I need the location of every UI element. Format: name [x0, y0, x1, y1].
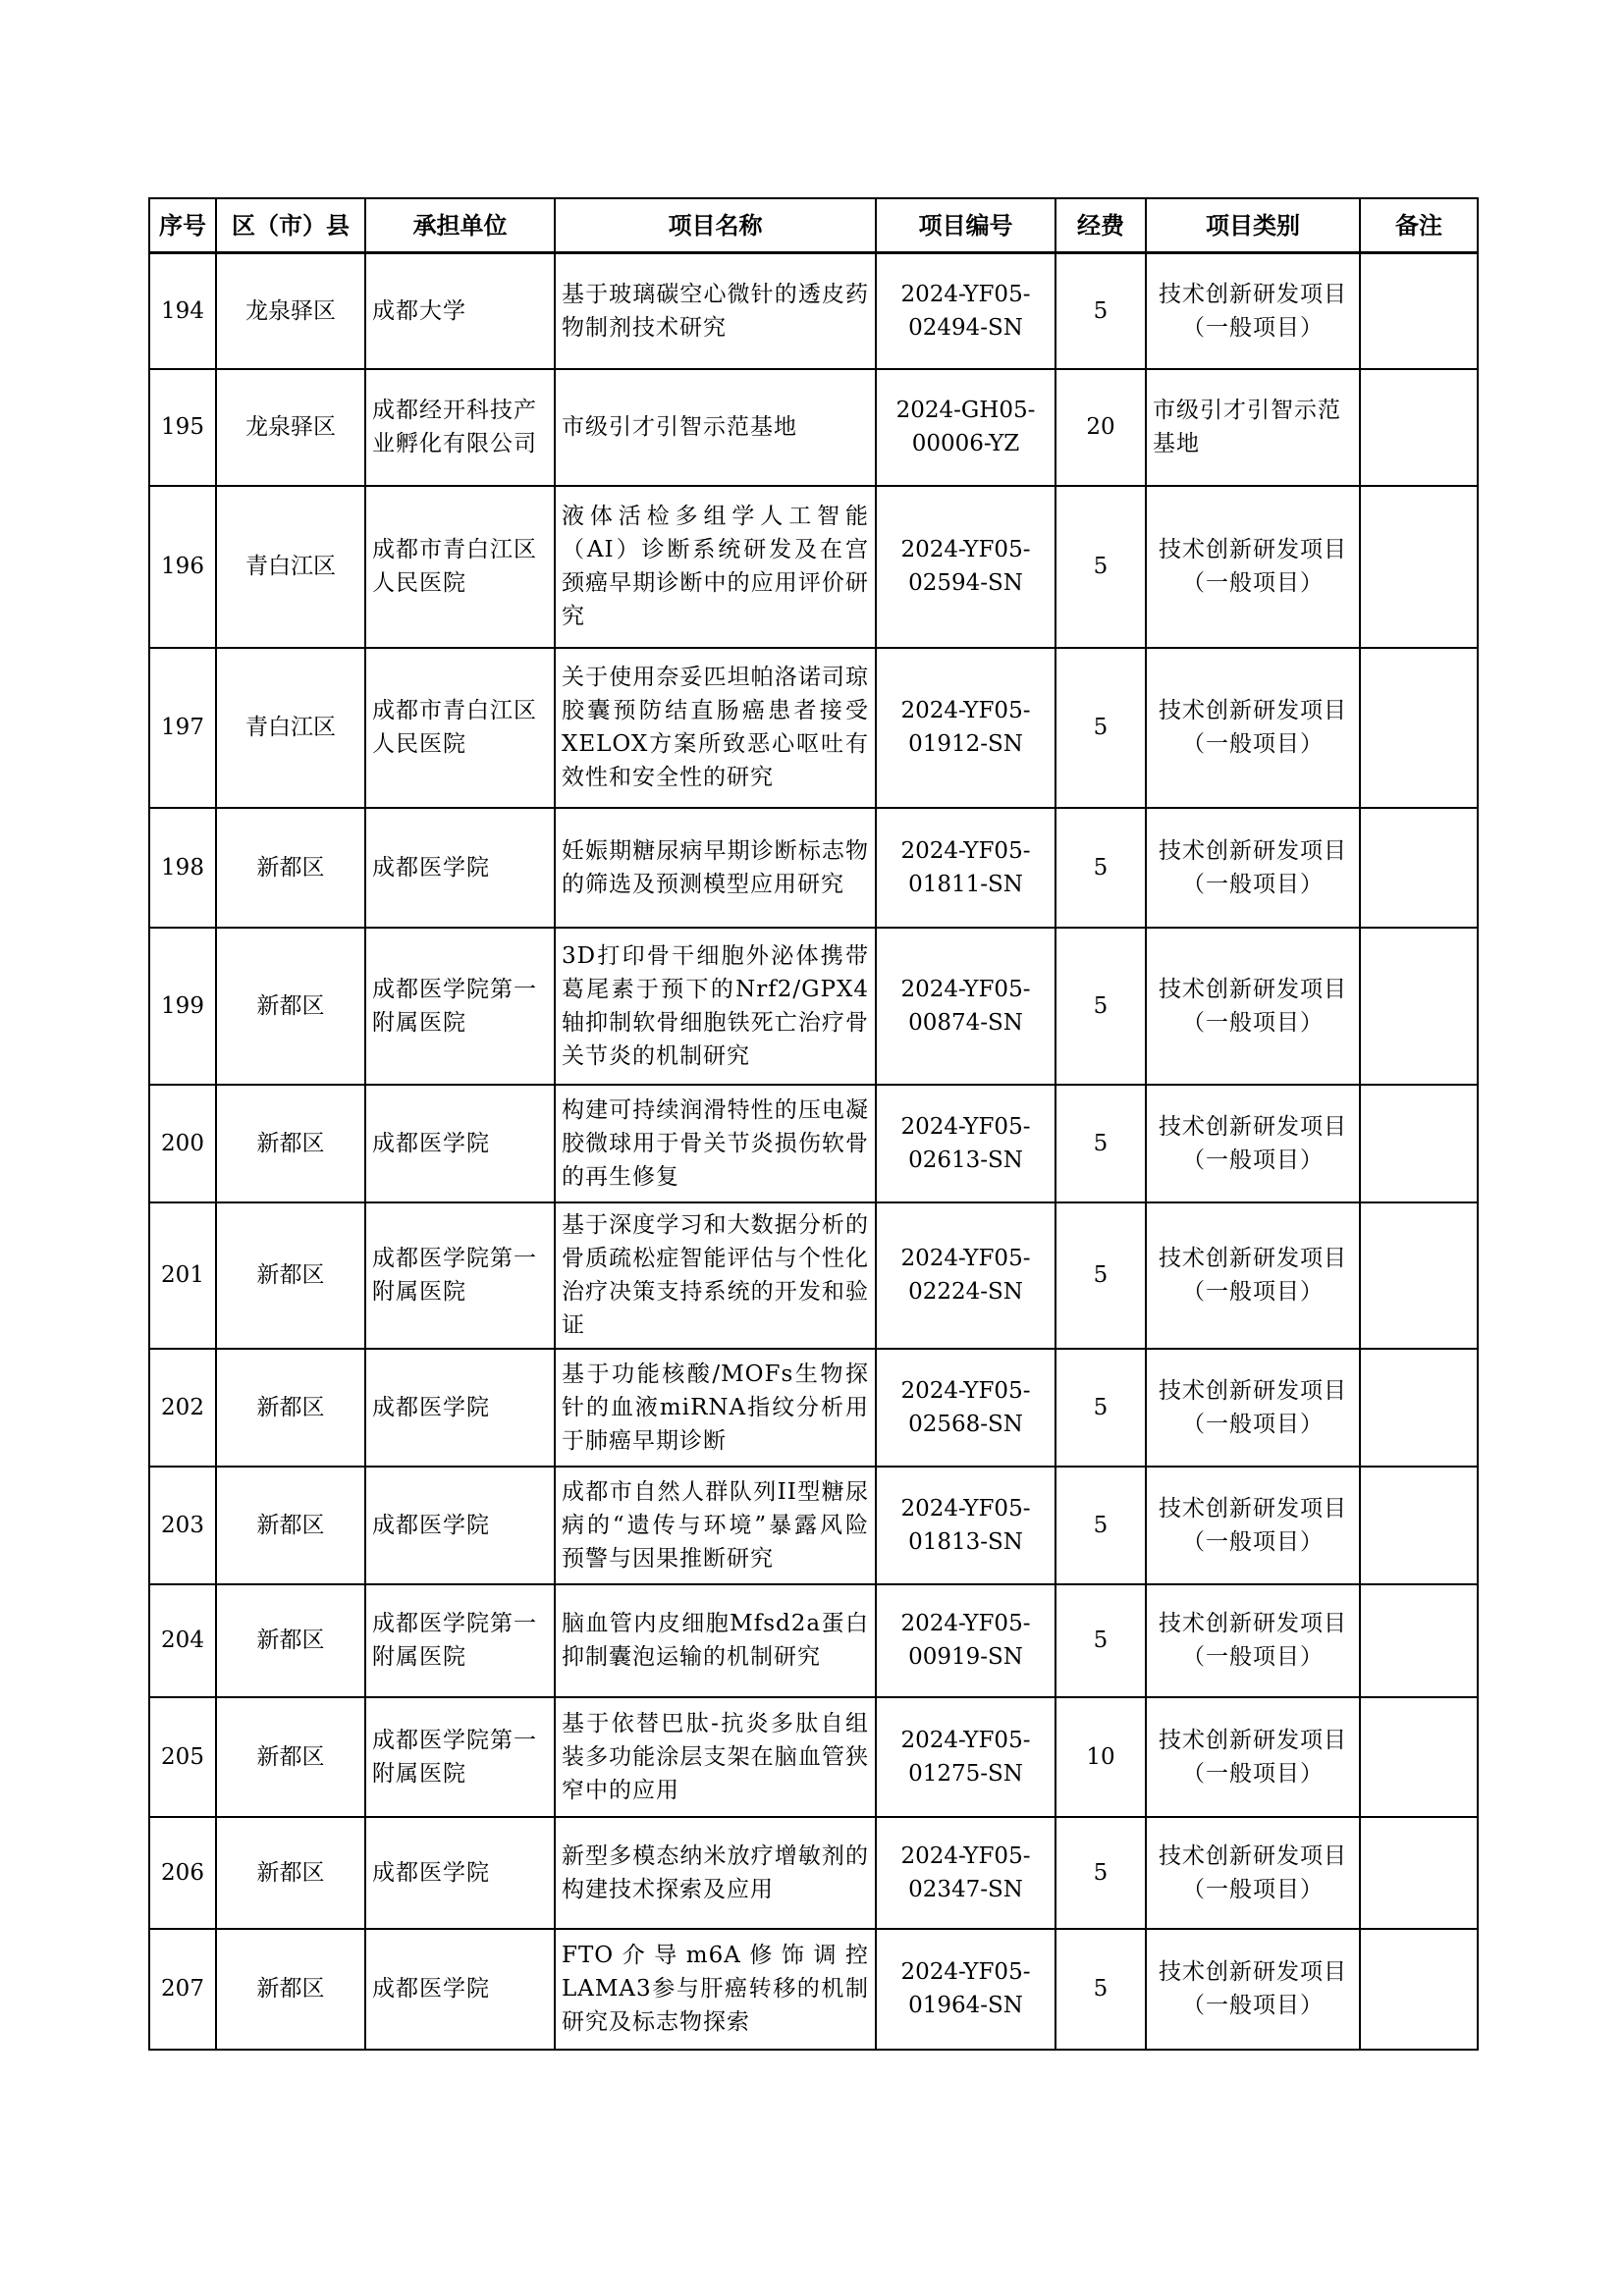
cell-category: 技术创新研发项目（一般项目） — [1146, 253, 1360, 369]
cell-code: 2024-YF05-02594-SN — [876, 486, 1056, 648]
cell-unit: 成都医学院第一附属医院 — [365, 1697, 555, 1817]
cell-fund: 10 — [1056, 1697, 1146, 1817]
cell-fund: 5 — [1056, 808, 1146, 928]
cell-no: 199 — [149, 928, 216, 1085]
table-row — [149, 1584, 1478, 1697]
cell-category: 技术创新研发项目（一般项目） — [1146, 1929, 1360, 2050]
cell-code: 2024-YF05-00874-SN — [876, 928, 1056, 1085]
cell-fund: 5 — [1056, 928, 1146, 1085]
cell-note — [1360, 928, 1478, 1085]
cell-unit: 成都市青白江区人民医院 — [365, 486, 555, 648]
cell-fund: 5 — [1056, 1349, 1146, 1467]
cell-category: 技术创新研发项目（一般项目） — [1146, 1085, 1360, 1202]
cell-district: 新都区 — [216, 1697, 365, 1817]
col-header-name: 项目名称 — [555, 198, 876, 253]
cell-category: 技术创新研发项目（一般项目） — [1146, 1202, 1360, 1349]
cell-name: FTO介导m6A修饰调控LAMA3参与肝癌转移的机制研究及标志物探索 — [555, 1929, 876, 2050]
col-header-unit: 承担单位 — [365, 198, 555, 253]
cell-name: 脑血管内皮细胞Mfsd2a蛋白抑制囊泡运输的机制研究 — [555, 1584, 876, 1697]
cell-name: 基于功能核酸/MOFs生物探针的血液miRNA指纹分析用于肺癌早期诊断 — [555, 1349, 876, 1467]
cell-no: 196 — [149, 486, 216, 648]
cell-unit: 成都大学 — [365, 253, 555, 369]
cell-name: 市级引才引智示范基地 — [555, 369, 876, 486]
cell-note — [1360, 1349, 1478, 1467]
cell-name: 妊娠期糖尿病早期诊断标志物的筛选及预测模型应用研究 — [555, 808, 876, 928]
cell-name: 基于依替巴肽-抗炎多肽自组装多功能涂层支架在脑血管狭窄中的应用 — [555, 1697, 876, 1817]
cell-fund: 5 — [1056, 486, 1146, 648]
cell-category: 技术创新研发项目（一般项目） — [1146, 1349, 1360, 1467]
cell-fund: 20 — [1056, 369, 1146, 486]
cell-category: 技术创新研发项目（一般项目） — [1146, 928, 1360, 1085]
col-header-fund: 经费 — [1056, 198, 1146, 253]
cell-no: 205 — [149, 1697, 216, 1817]
cell-fund: 5 — [1056, 1817, 1146, 1929]
cell-note — [1360, 486, 1478, 648]
cell-fund: 5 — [1056, 1584, 1146, 1697]
cell-note — [1360, 369, 1478, 486]
cell-note — [1360, 1467, 1478, 1584]
cell-category: 技术创新研发项目（一般项目） — [1146, 1467, 1360, 1584]
cell-fund: 5 — [1056, 1202, 1146, 1349]
cell-district: 龙泉驿区 — [216, 369, 365, 486]
project-table — [148, 197, 1479, 2051]
cell-no: 197 — [149, 648, 216, 808]
cell-name: 3D打印骨干细胞外泌体携带葛尾素于预下的Nrf2/GPX4轴抑制软骨细胞铁死亡治疗骨关节炎的机制研究 — [555, 928, 876, 1085]
cell-no: 202 — [149, 1349, 216, 1467]
cell-note — [1360, 253, 1478, 369]
cell-no: 198 — [149, 808, 216, 928]
cell-category: 技术创新研发项目（一般项目） — [1146, 1817, 1360, 1929]
cell-category: 技术创新研发项目（一般项目） — [1146, 648, 1360, 808]
cell-code: 2024-YF05-01811-SN — [876, 808, 1056, 928]
table-row — [149, 1817, 1478, 1929]
cell-district: 新都区 — [216, 1467, 365, 1584]
cell-note — [1360, 1929, 1478, 2050]
cell-fund: 5 — [1056, 1467, 1146, 1584]
cell-unit: 成都医学院 — [365, 1929, 555, 2050]
table-row — [149, 1467, 1478, 1584]
col-header-category: 项目类别 — [1146, 198, 1360, 253]
cell-category: 技术创新研发项目（一般项目） — [1146, 808, 1360, 928]
cell-code: 2024-YF05-02224-SN — [876, 1202, 1056, 1349]
cell-category: 市级引才引智示范基地 — [1146, 369, 1360, 486]
cell-note — [1360, 1202, 1478, 1349]
table-row — [149, 253, 1478, 369]
cell-no: 195 — [149, 369, 216, 486]
cell-name: 基于玻璃碳空心微针的透皮药物制剂技术研究 — [555, 253, 876, 369]
cell-district: 新都区 — [216, 1202, 365, 1349]
cell-no: 207 — [149, 1929, 216, 2050]
cell-category: 技术创新研发项目（一般项目） — [1146, 1584, 1360, 1697]
cell-code: 2024-YF05-01275-SN — [876, 1697, 1056, 1817]
cell-unit: 成都医学院 — [365, 1467, 555, 1584]
cell-unit: 成都医学院 — [365, 808, 555, 928]
cell-no: 206 — [149, 1817, 216, 1929]
table-row — [149, 369, 1478, 486]
cell-no: 203 — [149, 1467, 216, 1584]
cell-note — [1360, 1817, 1478, 1929]
cell-name: 基于深度学习和大数据分析的骨质疏松症智能评估与个性化治疗决策支持系统的开发和验证 — [555, 1202, 876, 1349]
table-row — [149, 1349, 1478, 1467]
header-row — [149, 198, 1478, 253]
cell-district: 青白江区 — [216, 486, 365, 648]
cell-code: 2024-YF05-02568-SN — [876, 1349, 1056, 1467]
cell-code: 2024-YF05-02613-SN — [876, 1085, 1056, 1202]
table-row — [149, 486, 1478, 648]
cell-unit: 成都医学院第一附属医院 — [365, 1584, 555, 1697]
cell-unit: 成都经开科技产业孵化有限公司 — [365, 369, 555, 486]
cell-code: 2024-YF05-01813-SN — [876, 1467, 1056, 1584]
cell-fund: 5 — [1056, 1085, 1146, 1202]
cell-note — [1360, 1584, 1478, 1697]
cell-district: 新都区 — [216, 1349, 365, 1467]
cell-name: 液体活检多组学人工智能（AI）诊断系统研发及在宫颈癌早期诊断中的应用评价研究 — [555, 486, 876, 648]
cell-code: 2024-GH05-00006-YZ — [876, 369, 1056, 486]
cell-district: 新都区 — [216, 808, 365, 928]
cell-category: 技术创新研发项目（一般项目） — [1146, 1697, 1360, 1817]
table-row — [149, 648, 1478, 808]
cell-note — [1360, 1697, 1478, 1817]
col-header-district: 区（市）县 — [216, 198, 365, 253]
cell-name: 成都市自然人群队列II型糖尿病的“遗传与环境”暴露风险预警与因果推断研究 — [555, 1467, 876, 1584]
cell-fund: 5 — [1056, 253, 1146, 369]
table-row — [149, 1085, 1478, 1202]
cell-fund: 5 — [1056, 1929, 1146, 2050]
cell-code: 2024-YF05-02494-SN — [876, 253, 1056, 369]
table-row — [149, 1202, 1478, 1349]
col-header-note: 备注 — [1360, 198, 1478, 253]
col-header-no: 序号 — [149, 198, 216, 253]
cell-no: 194 — [149, 253, 216, 369]
cell-unit: 成都医学院 — [365, 1085, 555, 1202]
cell-no: 201 — [149, 1202, 216, 1349]
cell-note — [1360, 648, 1478, 808]
cell-unit: 成都医学院第一附属医院 — [365, 928, 555, 1085]
table-row — [149, 1697, 1478, 1817]
cell-code: 2024-YF05-00919-SN — [876, 1584, 1056, 1697]
table-row — [149, 928, 1478, 1085]
cell-unit: 成都市青白江区人民医院 — [365, 648, 555, 808]
cell-district: 新都区 — [216, 1929, 365, 2050]
cell-code: 2024-YF05-02347-SN — [876, 1817, 1056, 1929]
cell-fund: 5 — [1056, 648, 1146, 808]
cell-district: 新都区 — [216, 1085, 365, 1202]
table-row — [149, 1929, 1478, 2050]
cell-note — [1360, 1085, 1478, 1202]
cell-district: 新都区 — [216, 928, 365, 1085]
cell-code: 2024-YF05-01964-SN — [876, 1929, 1056, 2050]
cell-name: 关于使用奈妥匹坦帕洛诺司琼胶囊预防结直肠癌患者接受XELOX方案所致恶心呕吐有效性和安全性的研究 — [555, 648, 876, 808]
cell-district: 青白江区 — [216, 648, 365, 808]
cell-category: 技术创新研发项目（一般项目） — [1146, 486, 1360, 648]
cell-no: 204 — [149, 1584, 216, 1697]
cell-name: 构建可持续润滑特性的压电凝胶微球用于骨关节炎损伤软骨的再生修复 — [555, 1085, 876, 1202]
table-row — [149, 808, 1478, 928]
cell-district: 龙泉驿区 — [216, 253, 365, 369]
cell-unit: 成都医学院 — [365, 1817, 555, 1929]
cell-district: 新都区 — [216, 1584, 365, 1697]
cell-unit: 成都医学院 — [365, 1349, 555, 1467]
cell-no: 200 — [149, 1085, 216, 1202]
cell-note — [1360, 808, 1478, 928]
cell-unit: 成都医学院第一附属医院 — [365, 1202, 555, 1349]
cell-district: 新都区 — [216, 1817, 365, 1929]
cell-name: 新型多模态纳米放疗增敏剂的构建技术探索及应用 — [555, 1817, 876, 1929]
col-header-code: 项目编号 — [876, 198, 1056, 253]
cell-code: 2024-YF05-01912-SN — [876, 648, 1056, 808]
